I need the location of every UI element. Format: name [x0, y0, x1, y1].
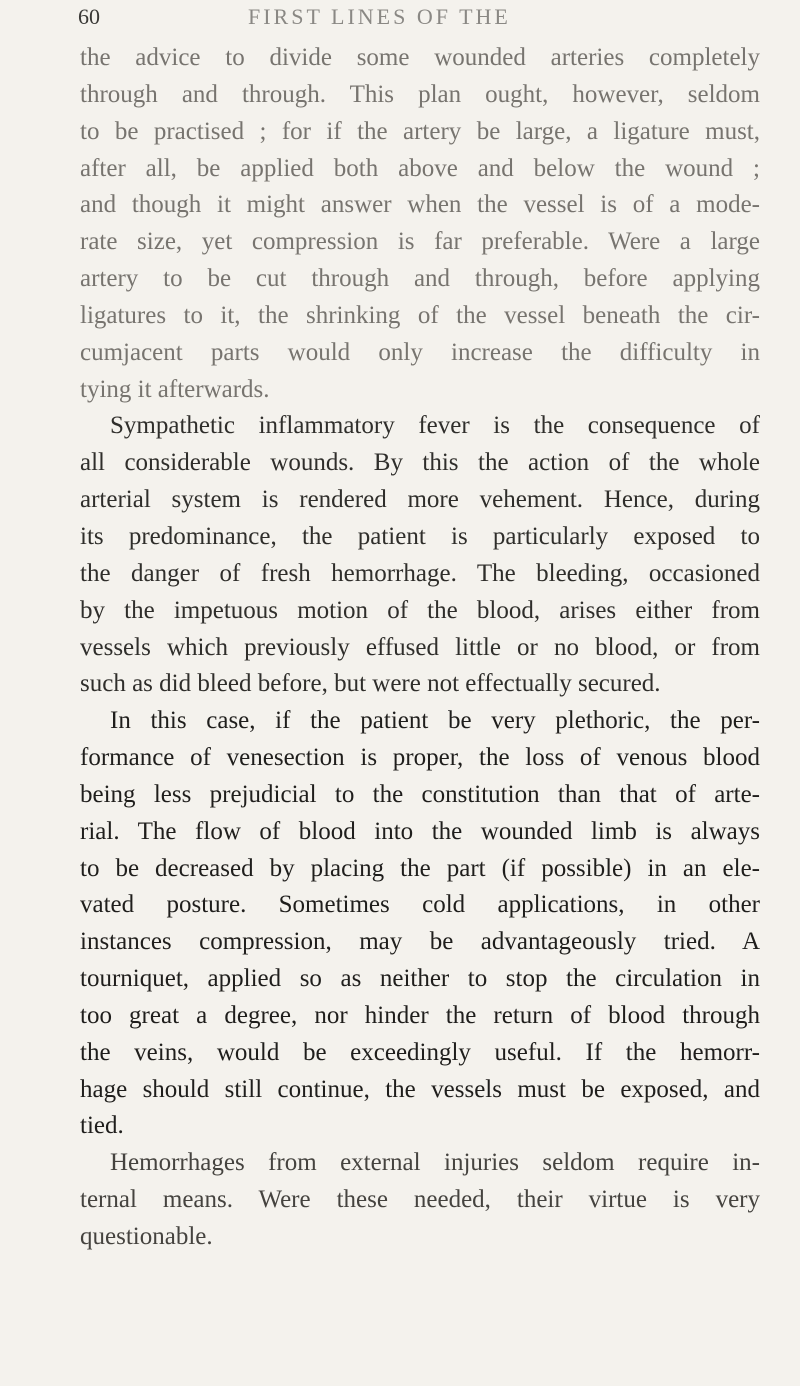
running-head [78, 4, 758, 32]
text-line: hage should still continue, the vessels must be exposed, and [80, 1075, 760, 1103]
text-line: vessels which previously effused little or no blood, or from [80, 633, 760, 661]
text-line: In this case, if the patient be very plethoric, the per- [110, 707, 760, 735]
text-line: ligatures to it, the shrinking of the vessel beneath the cir- [80, 301, 760, 329]
text-line: and though it might answer when the vessel is of a mode- [80, 191, 760, 219]
text-line: too great a degree, nor hinder the return of blood through [80, 1001, 760, 1029]
text-line: rate size, yet compression is far preferable. Were a large [80, 228, 760, 256]
running-head-title: FIRST LINES OF THE [248, 4, 511, 29]
text-line: its predominance, the patient is particularly exposed to [80, 522, 760, 550]
text-line: rial. The flow of blood into the wounded limb is always [80, 817, 760, 845]
text-line: the advice to divide some wounded arteries completely [80, 44, 760, 71]
text-line: the danger of fresh hemorrhage. The bleeding, occasioned [80, 559, 760, 587]
text-line: tourniquet, applied so as neither to stop the circulation in [80, 965, 760, 993]
text-line: being less prejudicial to the constitution than that of arte- [80, 780, 760, 808]
text-line: tied. [80, 1112, 124, 1140]
text-line: all considerable wounds. By this the action of the whole [80, 449, 760, 477]
text-line: ternal means. Were these needed, their virtue is very [80, 1186, 760, 1214]
text-line: questionable. [80, 1223, 213, 1250]
text-line: Hemorrhages from external injuries seldom require in- [110, 1149, 760, 1177]
text-line: tying it afterwards. [80, 375, 270, 403]
text-line: artery to be cut through and through, before applying [80, 265, 760, 293]
text-line: by the impetuous motion of the blood, arises either from [80, 596, 760, 624]
text-line: through and through. This plan ought, however, seldom [80, 80, 760, 108]
page-number: 60 [78, 4, 100, 29]
text-line: the veins, would be exceedingly useful. If the hemorr- [80, 1038, 760, 1066]
text-line: instances compression, may be advantageously tried. A [80, 928, 760, 956]
text-line: such as did bleed before, but were not effectually secured. [80, 670, 661, 698]
text-line: to be practised ; for if the artery be large, a ligature must, [80, 117, 760, 145]
body-text [80, 40, 760, 1256]
text-line: to be decreased by placing the part (if possible) in an ele- [80, 854, 760, 882]
text-line: after all, be applied both above and below the wound ; [80, 154, 760, 182]
text-line: formance of venesection is proper, the loss of venous blood [80, 744, 760, 772]
text-line: Sympathetic inflammatory fever is the consequence of [110, 412, 760, 440]
text-line: arterial system is rendered more vehement. Hence, during [80, 486, 760, 514]
text-line: cumjacent parts would only increase the difficulty in [80, 338, 760, 366]
text-line: vated posture. Sometimes cold applications, in other [80, 891, 760, 919]
